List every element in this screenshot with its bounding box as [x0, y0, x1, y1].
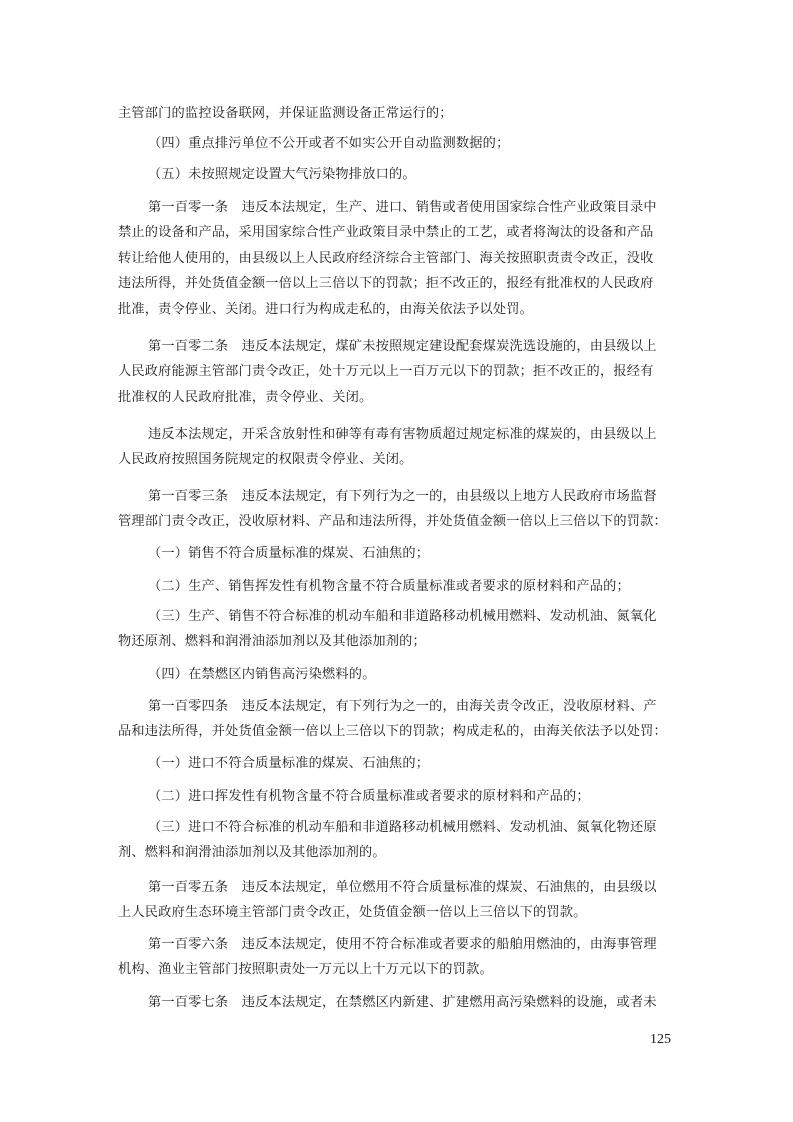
- text-line: （三）生产、销售不符合标准的机动车船和非道路移动机械用燃料、发动机油、氮氧化: [148, 609, 657, 624]
- list-item: [118, 784, 678, 809]
- article-paragraph: [118, 694, 678, 745]
- text-line: （四）在禁燃区内销售高污染燃料的。: [148, 667, 376, 682]
- text-line: 品和违法所得，并处货值金额一倍以上三倍以下的罚款；构成走私的，由海关依法予以处罚：: [118, 724, 667, 740]
- list-item: [118, 162, 678, 187]
- text-line: 上人民政府生态环境主管部门责令改正，处货值金额一倍以上三倍以下的罚款。: [118, 905, 587, 921]
- list-item: [118, 662, 678, 687]
- text-line: （一）销售不符合质量标准的煤炭、石油焦的；: [148, 546, 430, 561]
- text-line: 违法所得，并处货值金额一倍以上三倍以下的罚款；拒不改正的，报经有批准权的人民政府: [118, 276, 654, 292]
- article-paragraph: [118, 875, 678, 926]
- article-paragraph: [118, 484, 678, 535]
- list-item: [118, 604, 678, 655]
- paragraph: [118, 101, 678, 126]
- text-line: （五）未按照规定设置大气污染物排放口的。: [148, 167, 416, 182]
- text-line: 管理部门责令改正，没收原材料、产品和违法所得，并处货值金额一倍以上三倍以下的罚款：: [118, 514, 667, 530]
- text-line: 批准，责令停业、关闭。进口行为构成走私的，由海关依法予以处罚。: [118, 301, 534, 317]
- list-item: [118, 131, 678, 156]
- text-line: 禁止的设备和产品，采用国家综合性产业政策目录中禁止的工艺，或者将淘汰的设备和产品: [118, 225, 654, 241]
- list-item: [118, 751, 678, 776]
- text-line: 第一百零七条 违反本法规定，在禁燃区内新建、扩建燃用高污染燃料的设施，或者未: [148, 995, 657, 1010]
- text-line: 人民政府按照国务院规定的权限责令停业、关闭。: [118, 452, 413, 468]
- text-line: （三）进口不符合标准的机动车船和非道路移动机械用燃料、发动机油、氮氧化物还原: [148, 820, 657, 835]
- text-line: 第一百零二条 违反本法规定，煤矿未按照规定建设配套煤炭洗选设施的，由县级以上: [148, 339, 657, 354]
- text-line: 第一百零五条 违反本法规定，单位燃用不符合质量标准的煤炭、石油焦的，由县级以: [148, 880, 657, 895]
- list-item: [118, 815, 678, 866]
- article-paragraph: [118, 990, 678, 1015]
- text-line: 人民政府能源主管部门责令改正，处十万元以上一百万元以下的罚款；拒不改正的，报经有: [118, 364, 654, 380]
- text-line: 剂、燃料和润滑油添加剂以及其他添加剂的。: [118, 845, 386, 861]
- text-line: 第一百零一条 违反本法规定，生产、进口、销售或者使用国家综合性产业政策目录中: [148, 200, 657, 215]
- text-line: 第一百零四条 违反本法规定，有下列行为之一的，由海关责令改正，没收原材料、产: [148, 699, 657, 714]
- article-paragraph: [118, 334, 678, 410]
- text-line: 违反本法规定，开采含放射性和砷等有毒有害物质超过规定标准的煤炭的，由县级以上: [148, 427, 657, 442]
- text-line: 转让给他人使用的，由县级以上人民政府经济综合主管部门、海关按照职责责令改正，没收: [118, 250, 654, 266]
- text-line: （四）重点排污单位不公开或者不如实公开自动监测数据的；: [148, 136, 510, 151]
- text-line: 批准权的人民政府批准，责令停业、关闭。: [118, 389, 373, 405]
- page-number: 125: [650, 1032, 671, 1047]
- text-line: （二）生产、销售挥发性有机物含量不符合质量标准或者要求的原材料和产品的；: [148, 579, 630, 594]
- article-paragraph: [118, 932, 678, 983]
- text-line: 物还原剂、燃料和润滑油添加剂以及其他添加剂的；: [118, 634, 426, 650]
- text-line: （二）进口挥发性有机物含量不符合质量标准或者要求的原材料和产品的；: [148, 789, 590, 804]
- text-line: 主管部门的监控设备联网，并保证监测设备正常运行的；: [118, 106, 453, 121]
- text-line: 第一百零六条 违反本法规定，使用不符合标准或者要求的船舶用燃油的，由海事管理: [148, 937, 657, 952]
- paragraph: [118, 422, 678, 473]
- text-line: （一）进口不符合质量标准的煤炭、石油焦的；: [148, 756, 430, 771]
- list-item: [118, 541, 678, 566]
- list-item: [118, 574, 678, 599]
- text-line: 第一百零三条 违反本法规定，有下列行为之一的，由县级以上地方人民政府市场监督: [148, 489, 657, 504]
- article-paragraph: [118, 195, 678, 322]
- text-line: 机构、渔业主管部门按照职责处一万元以上十万元以下的罚款。: [118, 962, 493, 978]
